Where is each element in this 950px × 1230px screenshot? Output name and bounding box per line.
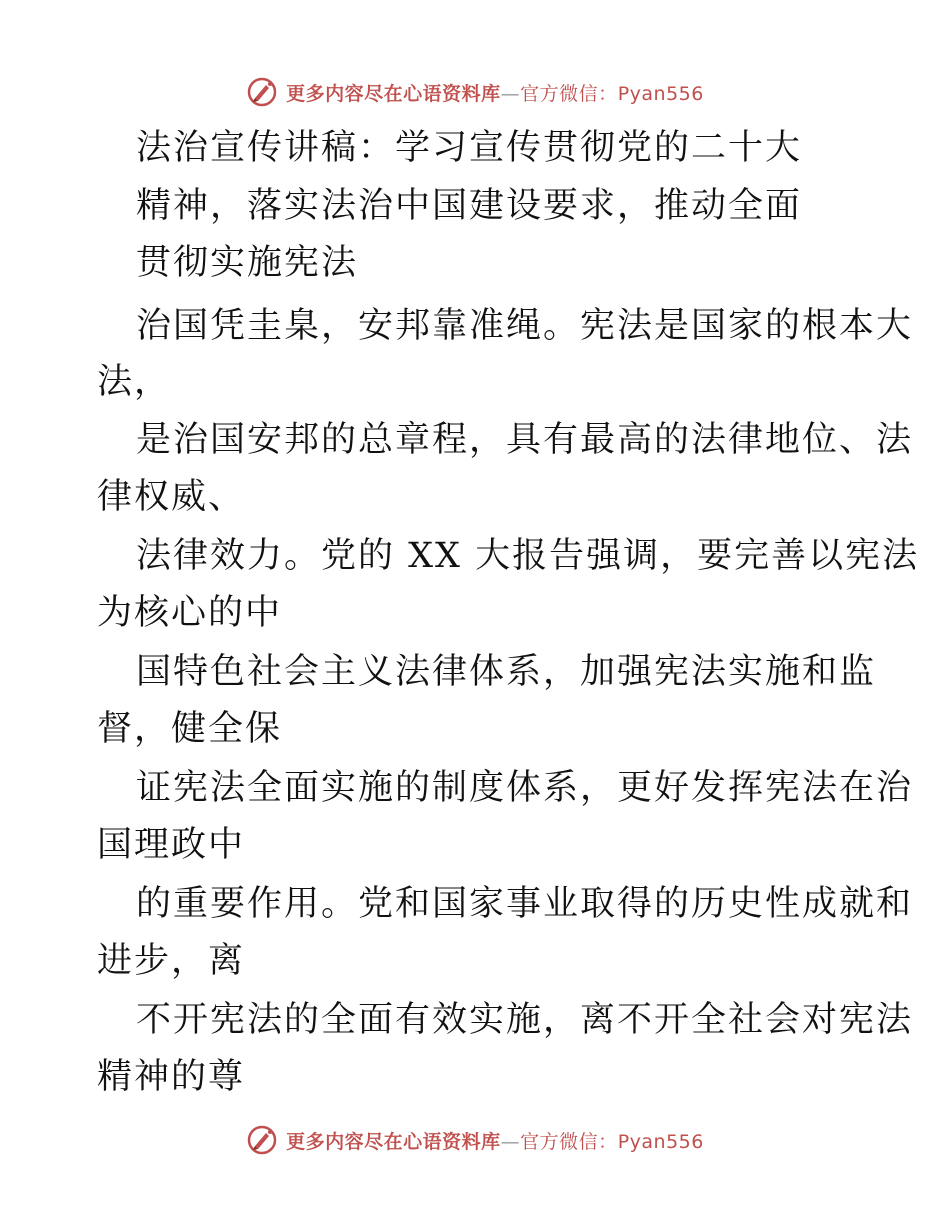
paragraph-line: 不开宪法的全面有效实施，离不开全社会对宪法 xyxy=(136,1000,914,1040)
title-line: 法治宣传讲稿：学习宣传贯彻党的二十大 xyxy=(136,128,803,168)
paragraph-line: 进步，离 xyxy=(97,941,246,981)
watermark-dash: — xyxy=(500,82,521,105)
watermark-text xyxy=(286,1127,704,1154)
paragraph-line: 国特色社会主义法律体系，加强宪法实施和监 xyxy=(136,652,877,692)
paragraph-line: 精神的尊 xyxy=(97,1057,246,1097)
paragraph-line: 为核心的中 xyxy=(97,593,283,633)
paragraph-line: 证宪法全面实施的制度体系，更好发挥宪法在治 xyxy=(136,768,914,808)
paragraph-line: 的重要作用。党和国家事业取得的历史性成就和 xyxy=(136,884,914,924)
pen-logo-icon xyxy=(246,1124,278,1156)
paragraph-line: 是治国安邦的总章程，具有最高的法律地位、法 xyxy=(136,420,914,460)
paragraph-line: 治国凭圭臬，安邦靠准绳。宪法是国家的根本大 xyxy=(136,306,914,346)
title-line: 精神，落实法治中国建设要求，推动全面 xyxy=(136,186,803,226)
watermark-prefix: 更多内容尽在心语资料库 xyxy=(286,1130,501,1153)
watermark-dash: — xyxy=(500,1130,521,1153)
watermark-label: 官方微信： xyxy=(520,82,618,105)
watermark-prefix: 更多内容尽在心语资料库 xyxy=(286,82,501,105)
watermark-label: 官方微信： xyxy=(520,1130,618,1153)
paragraph-line: 督，健全保 xyxy=(97,709,283,749)
watermark-account: Pyan556 xyxy=(617,82,704,105)
paragraph-line: 法， xyxy=(97,362,172,402)
footer-watermark xyxy=(0,1120,950,1160)
paragraph-line: 国理政中 xyxy=(97,825,246,865)
title-line: 贯彻实施宪法 xyxy=(136,243,359,283)
paragraph-line: 法律效力。党的 XX 大报告强调，要完善以宪法 xyxy=(136,536,920,576)
watermark-account: Pyan556 xyxy=(617,1130,704,1153)
paragraph-line: 律权威、 xyxy=(97,477,246,517)
